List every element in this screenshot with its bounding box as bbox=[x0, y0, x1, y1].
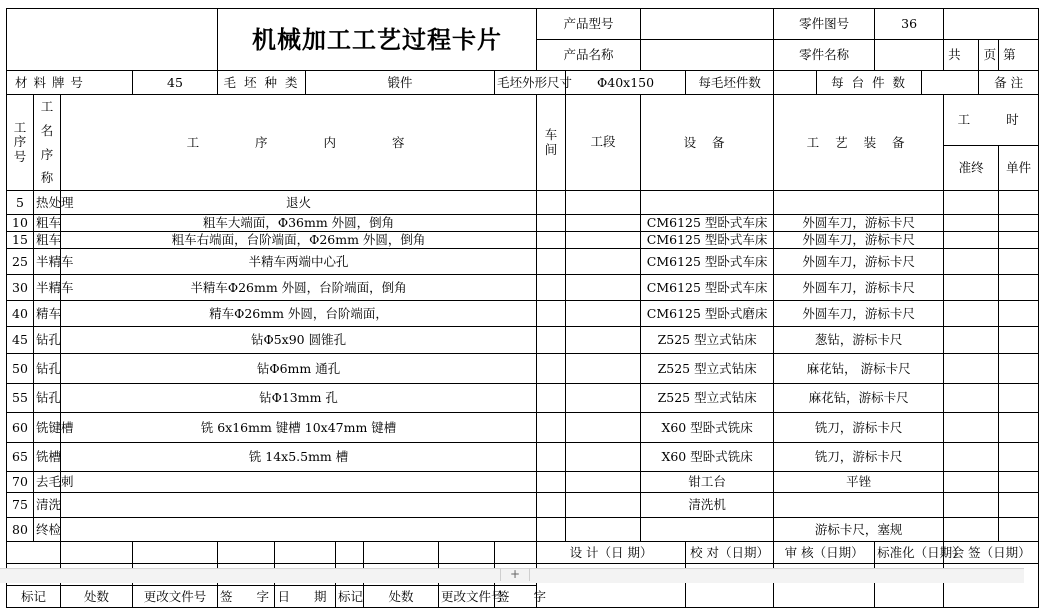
revision-count-header: 处数 bbox=[61, 586, 133, 608]
table-row bbox=[7, 518, 1039, 542]
row-unit-time bbox=[999, 354, 1039, 384]
revision-blank bbox=[7, 542, 61, 564]
approval-standard-label: 标准化（日期） bbox=[875, 542, 944, 564]
revision-blank bbox=[218, 542, 275, 564]
row-content: 钻Φ13mm 孔 bbox=[61, 384, 537, 413]
table-row bbox=[7, 443, 1039, 472]
header-blank-right-top bbox=[944, 9, 1039, 40]
row-prep-time bbox=[944, 384, 999, 413]
row-unit-time bbox=[999, 249, 1039, 275]
row-name: 清洗 bbox=[34, 493, 61, 518]
revision-sign-header: 签 字 bbox=[218, 586, 275, 608]
row-name: 半精车 bbox=[34, 249, 61, 275]
part-drawing-value[interactable]: 36 bbox=[875, 9, 944, 40]
row-name: 铣槽 bbox=[34, 443, 61, 472]
row-name: 粗车 bbox=[34, 232, 61, 249]
row-content: 粗车大端面，Φ36mm 外圆，倒角 bbox=[61, 215, 537, 232]
revision-mark-header: 标记 bbox=[7, 586, 61, 608]
row-section bbox=[566, 354, 641, 384]
row-seq: 50 bbox=[7, 354, 34, 384]
revision-date-header: 日 期 bbox=[275, 586, 336, 608]
row-unit-time bbox=[999, 232, 1039, 249]
row-equipment: 清洗机 bbox=[641, 493, 774, 518]
blank-size-label: 毛坯外形尺寸 bbox=[495, 71, 566, 95]
seq-col-header: 工序号 bbox=[7, 95, 34, 191]
row-workshop bbox=[537, 384, 566, 413]
row-prep-time bbox=[944, 518, 999, 542]
blank-type-label: 毛 坯 种 类 bbox=[218, 71, 306, 95]
row-equipment: X60 型卧式铣床 bbox=[641, 443, 774, 472]
row-content: 精车Φ26mm 外圆，台阶端面， bbox=[61, 301, 537, 327]
approval-countersign-label: 会 签（日期） bbox=[944, 542, 1039, 564]
row-name: 铣键槽 bbox=[34, 413, 61, 443]
row-content: 半精车Φ26mm 外圆，台阶端面，倒角 bbox=[61, 275, 537, 301]
per-unit-label: 每 台 件 数 bbox=[817, 71, 922, 95]
revision-blank bbox=[336, 542, 364, 564]
row-name: 终检 bbox=[34, 518, 61, 542]
row-section bbox=[566, 443, 641, 472]
revision-count-header-2: 处数 bbox=[364, 586, 439, 608]
row-unit-time bbox=[999, 384, 1039, 413]
row-prep-time bbox=[944, 472, 999, 493]
table-row bbox=[7, 232, 1039, 249]
process-card bbox=[6, 8, 1032, 604]
row-name: 去毛刺 bbox=[34, 472, 61, 493]
revision-blank bbox=[133, 542, 218, 564]
row-tooling bbox=[774, 493, 944, 518]
row-equipment: CM6125 型卧式车床 bbox=[641, 232, 774, 249]
add-sheet-button[interactable]: + bbox=[500, 568, 530, 581]
table-row bbox=[7, 413, 1039, 443]
row-workshop bbox=[537, 443, 566, 472]
revision-blank bbox=[364, 542, 439, 564]
approval-review-label: 审 核（日期） bbox=[774, 542, 875, 564]
row-name: 钻孔 bbox=[34, 354, 61, 384]
table-row bbox=[7, 191, 1039, 215]
row-section bbox=[566, 518, 641, 542]
row-equipment: CM6125 型卧式车床 bbox=[641, 275, 774, 301]
per-blank-label: 每毛坯件数 bbox=[686, 71, 774, 95]
row-prep-time bbox=[944, 215, 999, 232]
prep-time-header: 准终 bbox=[944, 146, 999, 191]
row-unit-time bbox=[999, 518, 1039, 542]
table-row bbox=[7, 493, 1039, 518]
row-seq: 25 bbox=[7, 249, 34, 275]
revision-blank bbox=[275, 542, 336, 564]
row-section bbox=[566, 249, 641, 275]
table-row bbox=[7, 384, 1039, 413]
product-model-label: 产品型号 bbox=[537, 9, 641, 40]
row-section bbox=[566, 232, 641, 249]
approval-design-label: 设 计（日 期） bbox=[537, 542, 686, 564]
row-tooling: 外圆车刀，游标卡尺 bbox=[774, 301, 944, 327]
row-section bbox=[566, 413, 641, 443]
name-col-header bbox=[34, 95, 61, 191]
table-row bbox=[7, 354, 1039, 384]
row-content: 钻Φ6mm 通孔 bbox=[61, 354, 537, 384]
part-drawing-label: 零件图号 bbox=[774, 9, 875, 40]
row-tooling bbox=[774, 191, 944, 215]
row-equipment: 钳工台 bbox=[641, 472, 774, 493]
row-prep-time bbox=[944, 327, 999, 354]
row-prep-time bbox=[944, 493, 999, 518]
per-unit-value[interactable] bbox=[922, 71, 979, 95]
table-row bbox=[7, 301, 1039, 327]
name-col-header-bottom: 序 称 bbox=[40, 146, 54, 186]
row-equipment: Z525 型立式钻床 bbox=[641, 384, 774, 413]
row-seq: 15 bbox=[7, 232, 34, 249]
blank-size-value[interactable]: Φ40x150 bbox=[566, 71, 686, 95]
row-unit-time bbox=[999, 472, 1039, 493]
row-seq: 60 bbox=[7, 413, 34, 443]
row-section bbox=[566, 191, 641, 215]
revision-docno-header-2: 更改文件号 bbox=[439, 586, 495, 608]
equipment-col-header: 设 备 bbox=[641, 95, 774, 191]
row-workshop bbox=[537, 191, 566, 215]
row-equipment: Z525 型立式钻床 bbox=[641, 327, 774, 354]
row-content bbox=[61, 472, 537, 493]
unit-time-header: 单件 bbox=[999, 146, 1039, 191]
material-grade-label: 材 料 牌 号 bbox=[7, 71, 133, 95]
row-content: 粗车右端面，台阶端面，Φ26mm 外圆，倒角 bbox=[61, 232, 537, 249]
row-equipment: X60 型卧式铣床 bbox=[641, 413, 774, 443]
product-name-label: 产品名称 bbox=[537, 40, 641, 71]
name-col-header-top: 工 名 bbox=[40, 99, 54, 138]
row-section bbox=[566, 215, 641, 232]
row-tooling: 平锉 bbox=[774, 472, 944, 493]
row-equipment: CM6125 型卧式磨床 bbox=[641, 301, 774, 327]
row-seq: 80 bbox=[7, 518, 34, 542]
revision-blank bbox=[439, 542, 495, 564]
row-workshop bbox=[537, 275, 566, 301]
row-section bbox=[566, 327, 641, 354]
part-name-value[interactable] bbox=[875, 40, 944, 71]
row-seq: 70 bbox=[7, 472, 34, 493]
row-prep-time bbox=[944, 413, 999, 443]
row-tooling: 铣刀，游标卡尺 bbox=[774, 413, 944, 443]
row-workshop bbox=[537, 354, 566, 384]
row-prep-time bbox=[944, 191, 999, 215]
row-tooling: 外圆车刀，游标卡尺 bbox=[774, 232, 944, 249]
material-grade-value[interactable]: 45 bbox=[133, 71, 218, 95]
row-workshop bbox=[537, 327, 566, 354]
revision-blank bbox=[495, 542, 537, 564]
row-equipment: CM6125 型卧式车床 bbox=[641, 249, 774, 275]
row-tooling: 游标卡尺，塞规 bbox=[774, 518, 944, 542]
row-seq: 55 bbox=[7, 384, 34, 413]
row-tooling: 外圆车刀，游标卡尺 bbox=[774, 215, 944, 232]
row-content: 钻Φ5x90 圆锥孔 bbox=[61, 327, 537, 354]
row-unit-time bbox=[999, 327, 1039, 354]
row-seq: 5 bbox=[7, 191, 34, 215]
remark-label: 备 注 bbox=[979, 71, 1039, 95]
row-unit-time bbox=[999, 493, 1039, 518]
product-model-value[interactable] bbox=[641, 9, 774, 40]
blank-type-value[interactable]: 锻件 bbox=[306, 71, 495, 95]
process-card-table bbox=[6, 8, 1039, 608]
row-seq: 45 bbox=[7, 327, 34, 354]
per-blank-value[interactable] bbox=[774, 71, 817, 95]
row-name: 粗车 bbox=[34, 215, 61, 232]
row-unit-time bbox=[999, 215, 1039, 232]
row-name: 热处理 bbox=[34, 191, 61, 215]
row-workshop bbox=[537, 301, 566, 327]
row-workshop bbox=[537, 472, 566, 493]
row-workshop bbox=[537, 518, 566, 542]
card-title: 机械加工工艺过程卡片 bbox=[218, 9, 537, 71]
row-name: 钻孔 bbox=[34, 384, 61, 413]
page-label: 页 bbox=[979, 40, 999, 71]
row-seq: 10 bbox=[7, 215, 34, 232]
table-row bbox=[7, 327, 1039, 354]
row-section bbox=[566, 275, 641, 301]
approval-check-label: 校 对（日期） bbox=[686, 542, 774, 564]
row-content bbox=[61, 493, 537, 518]
row-name: 半精车 bbox=[34, 275, 61, 301]
row-seq: 75 bbox=[7, 493, 34, 518]
row-section bbox=[566, 472, 641, 493]
row-name: 精车 bbox=[34, 301, 61, 327]
row-equipment: Z525 型立式钻床 bbox=[641, 354, 774, 384]
content-col-header: 工 序 内 容 bbox=[61, 95, 537, 191]
row-workshop bbox=[537, 493, 566, 518]
part-name-label: 零件名称 bbox=[774, 40, 875, 71]
tooling-col-header: 工 艺 装 备 bbox=[774, 95, 944, 191]
row-unit-time bbox=[999, 301, 1039, 327]
row-tooling: 铣刀，游标卡尺 bbox=[774, 443, 944, 472]
row-workshop bbox=[537, 413, 566, 443]
row-equipment: CM6125 型卧式车床 bbox=[641, 215, 774, 232]
row-prep-time bbox=[944, 443, 999, 472]
row-seq: 40 bbox=[7, 301, 34, 327]
row-section bbox=[566, 301, 641, 327]
row-unit-time bbox=[999, 443, 1039, 472]
total-pages-label: 共 bbox=[944, 40, 979, 71]
hours-col-header: 工 时 bbox=[944, 95, 1039, 146]
row-tooling: 葱钻，游标卡尺 bbox=[774, 327, 944, 354]
row-content: 铣 6x16mm 键槽 10x47mm 键槽 bbox=[61, 413, 537, 443]
row-content bbox=[61, 518, 537, 542]
revision-docno-header: 更改文件号 bbox=[133, 586, 218, 608]
row-workshop bbox=[537, 232, 566, 249]
row-tooling: 外圆车刀，游标卡尺 bbox=[774, 249, 944, 275]
table-row bbox=[7, 249, 1039, 275]
row-prep-time bbox=[944, 275, 999, 301]
table-row bbox=[7, 275, 1039, 301]
row-tooling: 外圆车刀，游标卡尺 bbox=[774, 275, 944, 301]
row-unit-time bbox=[999, 413, 1039, 443]
section-col-header: 工段 bbox=[566, 95, 641, 191]
row-tooling: 麻花钻，游标卡尺 bbox=[774, 384, 944, 413]
row-unit-time bbox=[999, 275, 1039, 301]
row-content: 半精车两端中心孔 bbox=[61, 249, 537, 275]
row-unit-time bbox=[999, 191, 1039, 215]
revision-sign-header-2: 签 字 bbox=[495, 586, 537, 608]
revision-blank bbox=[61, 542, 133, 564]
workshop-col-header: 车间 bbox=[537, 95, 566, 191]
row-equipment bbox=[641, 518, 774, 542]
row-section bbox=[566, 493, 641, 518]
row-name: 钻孔 bbox=[34, 327, 61, 354]
header-blank-left bbox=[7, 9, 218, 71]
row-content: 铣 14x5.5mm 槽 bbox=[61, 443, 537, 472]
row-workshop bbox=[537, 215, 566, 232]
row-equipment bbox=[641, 191, 774, 215]
table-row bbox=[7, 472, 1039, 493]
table-row bbox=[7, 215, 1039, 232]
row-prep-time bbox=[944, 232, 999, 249]
row-prep-time bbox=[944, 301, 999, 327]
row-tooling: 麻花钻， 游标卡尺 bbox=[774, 354, 944, 384]
row-section bbox=[566, 384, 641, 413]
row-prep-time bbox=[944, 354, 999, 384]
row-prep-time bbox=[944, 249, 999, 275]
row-workshop bbox=[537, 249, 566, 275]
row-content: 退火 bbox=[61, 191, 537, 215]
revision-mark-header-2: 标记 bbox=[336, 586, 364, 608]
row-seq: 65 bbox=[7, 443, 34, 472]
product-name-value[interactable] bbox=[641, 40, 774, 71]
row-seq: 30 bbox=[7, 275, 34, 301]
page-index-label: 第 bbox=[999, 40, 1039, 71]
